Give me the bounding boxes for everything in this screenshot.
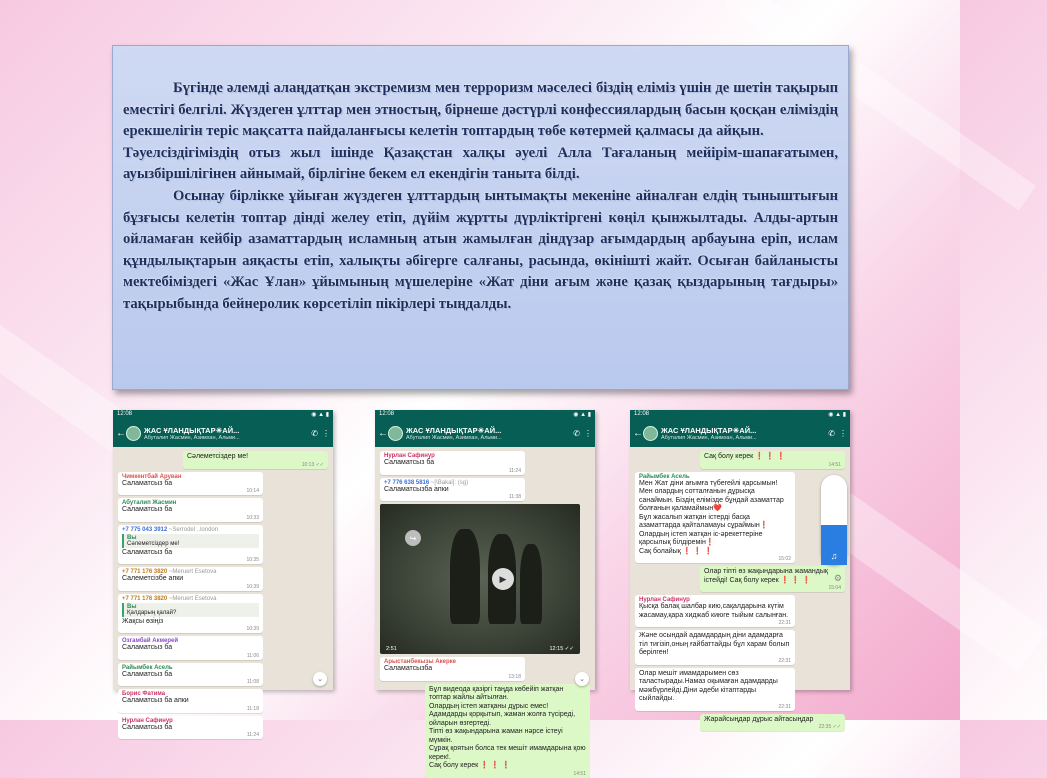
call-icon[interactable]: ✆ — [311, 429, 318, 438]
chat-screenshot-1 — [113, 410, 333, 738]
message-sender: Озгамбай Акмерей — [122, 638, 179, 644]
message-time: 22:35 ✓✓ — [818, 724, 841, 730]
message-bubble — [635, 595, 795, 627]
message-text: Жарайсыңдар дұрыс айтасыңдар — [704, 715, 814, 723]
message-bubble — [118, 498, 263, 522]
chat-messages — [630, 447, 850, 730]
chat-screenshot-3 — [630, 410, 850, 730]
group-avatar[interactable] — [126, 426, 141, 441]
chat-title[interactable]: ЖАС ҰЛАНДЫҚТАР☀АЙ... — [406, 426, 502, 435]
status-bar — [113, 410, 333, 420]
message-bubble — [380, 657, 525, 681]
message-bubble — [118, 472, 263, 496]
message-text: Саламатсыз ба — [122, 723, 173, 731]
chat-messages — [375, 447, 595, 777]
quoted-sender: Вы — [127, 603, 137, 610]
more-options-icon[interactable]: ⋮ — [584, 429, 592, 438]
message-time: 22:31 — [778, 657, 791, 664]
paragraph-1: Бүгінде әлемді алаңдатқан экстремизм мен терроризм мәселесі біздің еліміз үшін де шетін тақырып еместігі белгілі. Жүздеген ұлттар мен этностың, бірнеше дәстүрлі конфессиялардың басын қосқан еліміздің ерекшелігін теріс мақсатта пайдаланғысы келетін топтардың төбе көтермей қалмасы да айқын. — [123, 80, 838, 140]
back-arrow-icon[interactable]: ← — [116, 428, 126, 439]
video-time: 12:15 ✓✓ — [549, 646, 574, 652]
message-bubble — [635, 472, 795, 564]
text-panel — [112, 45, 849, 390]
call-icon[interactable]: ✆ — [573, 429, 580, 438]
message-bubble — [118, 567, 263, 591]
play-icon[interactable]: ▶ — [492, 568, 514, 590]
message-bubble — [118, 716, 263, 740]
message-sender: Борис Фатима — [122, 691, 166, 697]
message-time: 10:14 — [246, 488, 259, 494]
message-sender: Райымбек Асель — [122, 664, 173, 671]
status-time: 12:08 — [379, 411, 395, 417]
message-text: Саламатсыз ба — [384, 459, 435, 466]
message-text: Саламатсыз ба апки — [122, 697, 189, 704]
quoted-text: Сәлеметсіздер ме! — [127, 540, 180, 547]
message-time: 10:13 ✓✓ — [301, 461, 324, 468]
share-icon[interactable]: ↪ — [405, 530, 421, 546]
message-time: 15:02 — [778, 556, 791, 562]
status-time: 12:08 — [634, 411, 650, 417]
message-bubble — [118, 689, 263, 713]
message-bubble — [700, 714, 845, 732]
message-text: Олар тіпті өз жақындарына жамандық істейді! Сақ болу керек ❗ ❗ ❗ — [704, 568, 828, 584]
paragraph-3: Осынау бірлікке ұйыған жүздеген ұлттардың ынтымақты мекеніне айналған елдің тыныштығын бұзғысы келетін топтар дінді желеу етіп, дүйім жұртты дүрліктіргені көңіл қынжылтады. Алды-артын ойламаған кейбір азаматтардың исламның атын жамылған діндүзар ағымдардың арбауына еріп, ислам құндылықтарын аяқасты етіп, халықты әбігерге салғаны, расында, өкінішті жайт. Осыған байланысты мектебіміздегі «Жас Ұлан» ұйымының мүшелеріне «Жат діни ағым және қазақ қыздарының тағдыры» тақырыбында бейнеролик көрсетіліп пікірлері тыңдалды. — [123, 187, 838, 312]
message-sender: +7 775 043 3912 ~Serrodel ..london — [122, 526, 219, 533]
message-text: Олар мешіт имамдарымен сөз таластырады.Намаз оқымаған адамдарды мәжбүрлейді.Діни әдеби кітаптарды сыйлайды. — [639, 669, 778, 702]
message-time: 13:18 — [508, 673, 521, 680]
message-time: 11:08 — [246, 679, 259, 685]
message-bubble — [700, 451, 845, 469]
message-bubble — [635, 668, 795, 711]
message-sender: Нурлан Сафинур — [122, 717, 173, 724]
message-text: Саламатсыз ба — [122, 644, 173, 651]
back-arrow-icon[interactable]: ← — [633, 428, 643, 439]
message-bubble — [118, 525, 263, 565]
video-meta — [386, 646, 574, 652]
chat-title[interactable]: ЖАС ҰЛАНДЫҚТАР☀АЙ... — [661, 426, 757, 435]
back-arrow-icon[interactable]: ← — [378, 428, 388, 439]
message-text: Бұл видеода қазіргі таңда көбейіп жатқан топтар жайлы айтылған. Олардың істеп жатқаны дұрыс емес! Адамдарды қорқытып, жаман жолға түсіреді, ойларын өзгертеді. Тіпті өз жақындарына жаман нәрсе істеуі мүмкін. Сұрақ қоятын болса тек мешіт имамдарына қою керек!. Сақ болу керек ❗ ❗ ❗ — [429, 685, 586, 769]
message-sender: +7 776 638 5816 ~[\Bakai]: (sg) — [384, 479, 469, 486]
message-sender: +7 771 176 3820 ~Meruert Esetova — [122, 569, 217, 575]
group-avatar[interactable] — [388, 426, 403, 441]
scroll-down-icon[interactable]: ⌄ — [575, 672, 589, 686]
message-text: Жақсы өзіңіз — [122, 617, 164, 625]
chat-header — [375, 420, 595, 447]
status-bar — [630, 410, 850, 420]
message-time: 10:39 — [246, 626, 259, 632]
message-time: 10:39 — [246, 583, 259, 590]
message-bubble — [425, 684, 590, 778]
message-text: Саламатсыз ба — [122, 506, 173, 513]
message-time: 22:31 — [778, 703, 791, 710]
call-icon[interactable]: ✆ — [828, 429, 835, 438]
video-message[interactable] — [380, 504, 580, 654]
status-icons: ◉ ▲ ▮ — [573, 412, 591, 418]
message-time: 22:31 — [778, 620, 791, 626]
chat-screenshot-2 — [375, 410, 595, 777]
quoted-sender: Вы — [127, 534, 137, 541]
message-sender: Нурлан Сафинур — [639, 597, 690, 603]
message-text: Саламатсыз ба — [122, 479, 173, 487]
message-bubble — [118, 636, 263, 660]
message-text: Сақ болу керек ❗ ❗ ❗ — [704, 453, 786, 460]
message-sender: Нурлан Сафинур — [384, 453, 435, 459]
message-bubble — [183, 451, 328, 469]
message-sender: Абуталип Жасмин — [122, 500, 177, 506]
paragraph-2: Тәуелсіздігіміздің отыз жыл ішінде Қазақстан халқы әуелі Алла Тағаланың мейірім-шапағатымен, ауызбіршілігінен айнымай, бірлігіне бекем ел екендігін танытa білді. — [123, 144, 838, 183]
message-time: 14:51 — [573, 770, 586, 777]
message-time: 10:35 — [246, 557, 259, 563]
message-text: Саламатсызба — [384, 665, 433, 672]
message-sender: +7 771 176 3820 ~Meruert Esetova — [122, 595, 217, 602]
chat-subtitle: Абуталип Жасмин, Азимхан, Альми... — [144, 435, 240, 441]
status-bar — [375, 410, 595, 420]
message-bubble — [380, 451, 525, 475]
message-bubble — [118, 594, 263, 634]
chat-messages — [113, 447, 333, 738]
chat-header — [630, 420, 850, 447]
scroll-down-icon[interactable]: ⌄ — [313, 672, 327, 686]
message-text: Мен Жат діни ағымға түбегейлі қарсымын! Мен олардың сотталғанын дұрысқа санаймын. Біздің елімізде бұндай азаматтар болғанын қаламаймын❤️ Бұл жасалып жатқан істерді басқа азаматтарда қайталамауы сұраймын❗ Олардың істеп жатқан іс-әрекеттеріне қарсылық білдіремін❗ Сақ болайық ❗ ❗ ❗ — [639, 479, 784, 555]
status-time: 12:08 — [117, 411, 133, 417]
message-bubble — [635, 630, 795, 665]
chat-subtitle: Абуталип Жасмин, Азимхан, Альми... — [406, 435, 502, 441]
chat-subtitle: Абуталип Жасмин, Азимхан, Альми... — [661, 435, 757, 441]
message-bubble — [380, 478, 525, 502]
message-time: 11:24 — [508, 467, 521, 474]
message-time: 11:38 — [508, 494, 521, 500]
chat-title[interactable]: ЖАС ҰЛАНДЫҚТАР☀АЙ... — [144, 426, 240, 435]
status-icons: ◉ ▲ ▮ — [828, 412, 846, 418]
message-time: 10:33 — [246, 514, 259, 521]
more-options-icon[interactable]: ⋮ — [322, 429, 330, 438]
message-text: Саламатсызба апки — [384, 485, 449, 493]
message-sender: Арыстанбекызы Акерке — [384, 659, 456, 665]
message-bubble — [118, 663, 263, 687]
video-figure — [450, 529, 480, 624]
message-time: 14:51 — [828, 461, 841, 468]
video-figure — [520, 544, 542, 624]
message-time: 11:18 — [246, 705, 259, 712]
message-text: Саламатсыз ба — [122, 548, 173, 556]
video-duration: 2:51 — [386, 646, 397, 652]
status-icons: ◉ ▲ ▮ — [311, 412, 329, 418]
music-note-icon: ♫ — [830, 551, 838, 561]
message-sender: Чимкентбай Аруван — [122, 473, 182, 480]
more-options-icon[interactable]: ⋮ — [839, 429, 847, 438]
message-time: 11:24 — [246, 732, 259, 738]
message-time: 11:06 — [246, 652, 259, 659]
message-text: Саламатсыз ба — [122, 670, 173, 678]
message-bubble — [700, 566, 845, 592]
group-avatar[interactable] — [643, 426, 658, 441]
message-time: 15:04 — [828, 585, 841, 591]
message-text: Және осындай адамдардың діни адамдарға тіл тигізіп,оның ғайбаттайды бұл харам болып берілген! — [639, 632, 790, 656]
chat-header — [113, 420, 333, 447]
quoted-message[interactable] — [122, 534, 259, 548]
volume-slider[interactable] — [821, 475, 847, 565]
message-sender: Райымбек Асель — [639, 473, 690, 480]
quoted-text: Қалдарың қалай? — [127, 609, 177, 616]
message-text: Сәлеметсіздер ме! — [187, 453, 249, 460]
quoted-message[interactable] — [122, 603, 259, 617]
message-text: Қысқа балақ шалбар кию,сақалдарына күтім жасамау,қара хиджаб киюге тыйым салынған. — [639, 603, 789, 619]
message-text: Салеметсізбе апки — [122, 575, 184, 582]
gear-icon[interactable]: ⚙ — [833, 573, 842, 583]
